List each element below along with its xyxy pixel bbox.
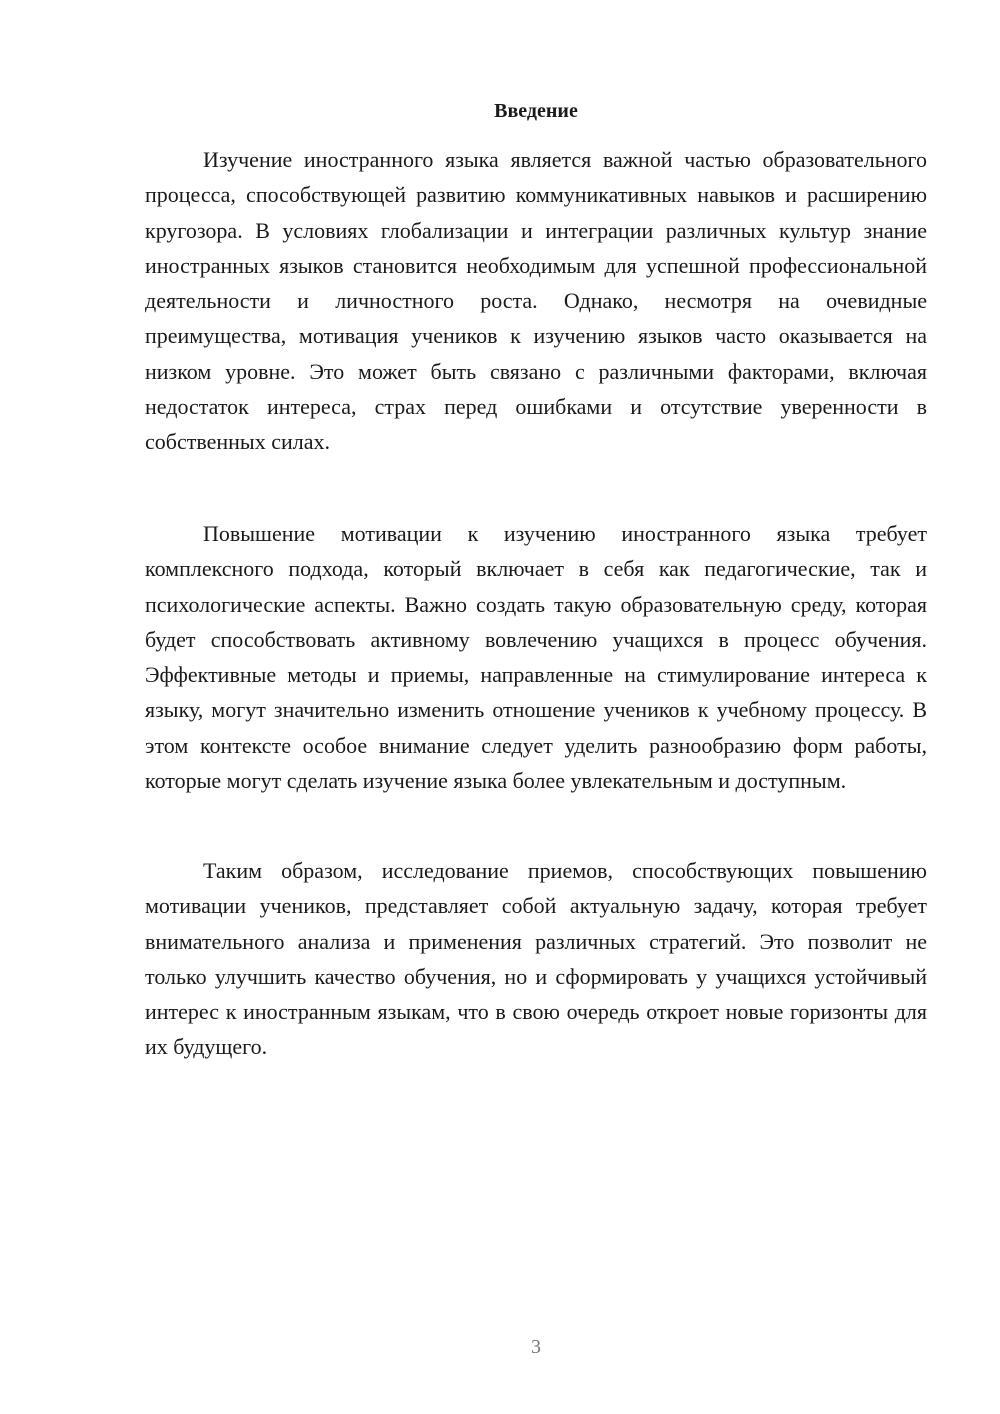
page-number: 3 [531, 1336, 541, 1358]
paragraph: Повышение мотивации к изучению иностранного языка требует комплексного подхода, который включает в себя как педагогические, так и психологические аспекты. Важно создать такую образовательную среду, которая будет способствовать активному вовлечению учащихся в процесс обучения. Эффективные методы и приемы, направленные на стимулирование интереса к языку, могут значительно изменить отношение учеников к учебному процессу. В этом контексте особое внимание следует уделить разнообразию форм работы, которые могут сделать изучение языка более увлекательным и доступным. [145, 521, 927, 794]
paragraph: Изучение иностранного языка является важной частью образовательного процесса, способствующей развитию коммуникативных навыков и расширению кругозора. В условиях глобализации и интеграции различных культур знание иностранных языков становится необходимым для успешной профессиональной деятельности и личностного роста. Однако, несмотря на очевидные преимущества, мотивация учеников к изучению языков часто оказывается на низком уровне. Это может быть связано с различными факторами, включая недостаток интереса, страх перед ошибками и отсутствие уверенности в собственных силах. [145, 147, 927, 455]
paragraph-block [145, 142, 927, 460]
paragraph-block [145, 516, 927, 798]
section-heading: Введение [494, 100, 578, 122]
paragraph: Таким образом, исследование приемов, способствующих повышению мотивации учеников, представляет собой актуальную задачу, которая требует внимательного анализа и применения различных стратегий. Это позволит не только улучшить качество обучения, но и сформировать у учащихся устойчивый интерес к иностранным языкам, что в свою очередь откроет новые горизонты для их будущего. [145, 858, 927, 1060]
paragraph-block [145, 853, 927, 1065]
